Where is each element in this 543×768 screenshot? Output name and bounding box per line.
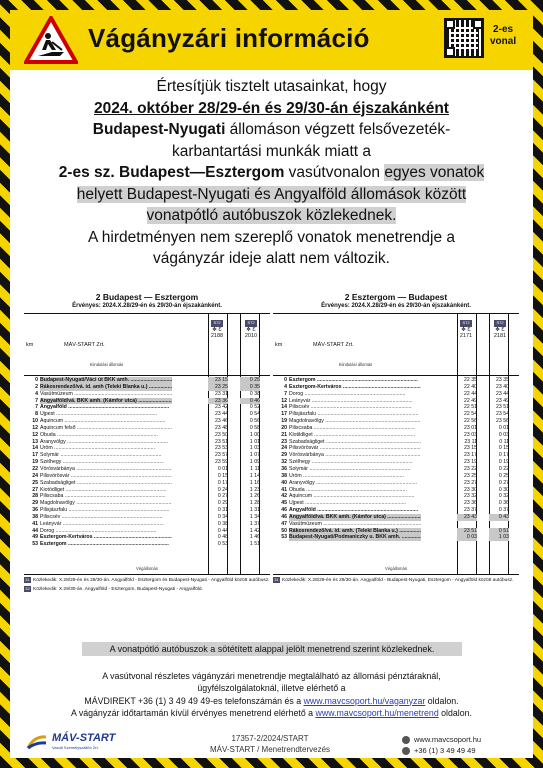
departure-time: 1 14: [249, 472, 260, 479]
departure-time: 0 38: [249, 390, 260, 397]
globe-icon: [402, 736, 410, 744]
timetable-row: [24, 418, 270, 425]
station-name: Esztergom .....: [40, 541, 172, 548]
km-value: 53: [281, 534, 287, 541]
km-value: 46: [281, 513, 287, 520]
departure-time: 22 54: [464, 411, 477, 418]
timetable-row: [24, 404, 270, 411]
departure-time: 23 31: [215, 390, 228, 397]
km-value: 24: [281, 445, 287, 452]
km-value: 38: [281, 472, 287, 479]
departure-time: |: [507, 520, 509, 527]
timetable-row: [24, 466, 270, 473]
departure-time: 1 46: [249, 534, 260, 541]
km-value: 23: [281, 438, 287, 445]
timetable-row: [273, 514, 519, 521]
km-value: 20: [281, 424, 287, 431]
station-name: Esztergom .....: [289, 377, 421, 384]
timetable-row: [24, 391, 270, 398]
km-value: 38: [32, 513, 38, 520]
timetable-row: [24, 480, 270, 487]
km-value: 32: [281, 459, 287, 466]
station-name: Angyalföld .....: [40, 404, 172, 411]
departure-time: 23 40: [496, 383, 509, 390]
departure-time: 0 30: [498, 486, 509, 493]
departure-time: 22 35: [464, 377, 477, 383]
station-name: Szélhegy .....: [40, 459, 172, 466]
station-name: Pilisvörösvár .....: [40, 473, 172, 480]
km-value: 17: [281, 411, 287, 418]
km-value: 0: [35, 377, 38, 383]
menetrend-link[interactable]: www.mavcsoport.hu/menetrend: [315, 707, 439, 718]
departure-time: 1 01: [249, 438, 260, 445]
timetable-row: [273, 418, 519, 425]
departure-time: 23 43: [457, 514, 477, 521]
departure-time: 0 29: [217, 500, 228, 507]
timetable-row: [273, 487, 519, 494]
station-name: Angyalföld/vá. BKK amh. (Kámfor utca) .....: [40, 398, 172, 405]
station-name: Klotildliget .....: [289, 432, 421, 439]
departure-time: 23 37: [464, 507, 477, 514]
departure-time: 23 30: [464, 486, 477, 493]
timetable-esztergom-budapest: 2 Esztergom — Budapest Érvényes: 2024.X.28/29-én és 29/30-án éjszakánként. km MÁV-START Zrt. Kiindulási állomás S72 ✻ Ɛ 2171 S72 ✻ Ɛ 2181 0 Esztergom ..... 22 35 23 35 4 Esztergom-Kertváros ..... 22 40 23 40 7 Dorog ..... 22 44 23 44 12 Leányvár ..... 22 49 23 49 14 Piliscsév ..... 22 51 23 51 17 Pilisjászfalu ..... 22 54 23 54 19 Magdolnavölgy ..... 22 56 23 56 20 Piliscsaba ..... 23 01 0 01 21 Klotildliget ..... 23 03 0 03 23 Szabadságliget ..... 23 11 0 11 24 Pilisvörösvár ..... 23 15 0 15 29 Vörösvárbánya ..... 23 17 0 17 32 Szélhegy ..... 23 19 0 19 36 Solymár ..... 23 22 0 22 38 Üröm ..... 23 25 0 25 40 Aranyvölgy ..... 23 27 0 27 41 Óbuda ..... 23 30 0 30 42 Aquincum ..... 23 32 0 32 45 Újpest ..... 23 36 0 36 46 Angyalföld ..... 23 37 0 37 46 Angyalföld/vá. BKK amh. (Kámfor utca) ..... 23 43 0 43 47 Vasútmúzeum ..... | | 50 Rákosrendező/vá. id. amh. (Teleki Blanka u.) ..... 23 51 0 51 53 Budapest-Nyugati/Podmaniczky u. BKK amh. ..... 0 03 1 03 Végállomás 31 Közlekedik: X.28/29-én és 29/30-án. Angyalföld - Budapest-Nyugati, Esztergom - Angyalföld között autóbusz.: [273, 292, 519, 584]
departure-time: 0 15: [498, 445, 509, 452]
contact-info: A vasútvonal részletes vágányzári menetrendje megtalálható az állomási pénztáraknál, ügyfélszolgálatoknál, illetve elérhető a MÁVDIREKT +36 (1) 3 49 49 49-es telefonszámán és a www.mavcsoport.hu/vaganyzar oldalon. A vágányzár időtartamán kívül érvényes menetrend elérhető a www.mavcsoport.hu/menetrend oldalon.: [71, 671, 472, 718]
km-value: 42: [281, 493, 287, 500]
departure-time: 1 31: [249, 507, 260, 514]
km-value: 27: [32, 486, 38, 493]
mav-start-logo: MÁV-START Vasúti Személyszállító Zrt.: [26, 732, 118, 756]
km-value: 25: [32, 479, 38, 486]
station-name: Szabadságliget .....: [289, 439, 421, 446]
departure-time: 22 44: [464, 390, 477, 397]
timetable-row: [273, 459, 519, 466]
timetable-row: [24, 541, 270, 548]
departure-time: 1 09: [249, 459, 260, 466]
departure-time: 23 46: [215, 418, 228, 425]
departure-time: 0 36: [498, 500, 509, 507]
departure-time: 23 42: [215, 404, 228, 411]
timetable-row: [24, 493, 270, 500]
departure-time: 23 35: [496, 377, 509, 383]
station-name: Szabadságliget .....: [40, 480, 172, 487]
station-name: Angyalföld .....: [289, 507, 421, 514]
departure-time: 0 01: [217, 465, 228, 472]
timetable-row: [273, 500, 519, 507]
timetable-row: [273, 404, 519, 411]
departure-time: 23 36: [464, 500, 477, 507]
km-value: 36: [281, 465, 287, 472]
timetable-row: [24, 411, 270, 418]
timetable-row: [273, 452, 519, 459]
departure-time: 23 53: [215, 445, 228, 452]
station-name: Budapest-Nyugati/Podmaniczky u. BKK amh. .....: [289, 534, 421, 541]
station-name: Dorog .....: [40, 528, 172, 535]
departure-time: 1 11: [250, 465, 260, 472]
station-name: Üröm .....: [289, 473, 421, 480]
km-value: 7: [35, 397, 38, 404]
timetable-row: [273, 528, 519, 535]
departure-time: 23 25: [464, 472, 477, 479]
km-value: 49: [32, 534, 38, 541]
departure-time: 23 57: [215, 452, 228, 459]
station-name: Óbuda .....: [289, 487, 421, 494]
departure-time: 23 56: [496, 418, 509, 425]
mav-logo-icon: [26, 734, 48, 750]
km-value: 12: [32, 424, 38, 431]
departure-time: 0 19: [498, 459, 509, 466]
departure-time: 23 54: [496, 411, 509, 418]
timetable-row: [24, 452, 270, 459]
km-value: 41: [281, 486, 287, 493]
km-value: 0: [284, 377, 287, 383]
departure-time: 23 15: [464, 445, 477, 452]
departure-time: 0 17: [498, 452, 509, 459]
timetable-row: [273, 507, 519, 514]
station-name: Aranyvölgy .....: [289, 480, 421, 487]
station-name: Pilisvörösvár .....: [289, 445, 421, 452]
km-value: 4: [35, 390, 38, 397]
departure-time: 0 22: [498, 465, 509, 472]
departure-time: 0 54: [249, 411, 260, 418]
departure-time: 23 27: [464, 479, 477, 486]
timetable-row: [24, 384, 270, 391]
departure-time: 0 25: [498, 472, 509, 479]
departure-time: 0 38: [217, 520, 228, 527]
timetable-row: [24, 432, 270, 439]
departure-time: 1 42: [249, 527, 260, 534]
timetable-row: [24, 377, 270, 384]
departure-time: 23 50: [215, 431, 228, 438]
departure-time: 0 43: [489, 514, 509, 521]
phone-icon: [402, 747, 410, 755]
departure-time: 22 51: [464, 404, 477, 411]
station-name: Üröm .....: [40, 445, 172, 452]
departure-time: 1 37: [249, 520, 260, 527]
km-value: 12: [281, 397, 287, 404]
km-value: 45: [281, 500, 287, 507]
station-name: Magdolnavölgy .....: [40, 500, 172, 507]
station-name: Aquincum .....: [289, 493, 421, 500]
timetable-row: [273, 534, 519, 541]
timetable-row: [24, 473, 270, 480]
station-name: Rákosrendező/vá. id. amh. (Teleki Blanka u.) .....: [289, 528, 421, 535]
station-name: Budapest-Nyugati/Váci út BKK amh. .....: [40, 377, 172, 384]
km-value: 14: [32, 445, 38, 452]
km-value: 46: [281, 507, 287, 514]
departure-time: 0 51: [489, 528, 509, 535]
departure-time: 0 35: [240, 384, 260, 391]
departure-time: 23 49: [496, 397, 509, 404]
station-name: Pilisjászfalu .....: [289, 411, 421, 418]
announcement-text: Értesítjük tisztelt utasainkat, hogy 2024. október 28/29-én és 29/30-án éjszakánként Budapest-Nyugati állomáson végzett felsővezeték- karbantartási munkák miatt a 2-es sz. Budapest—Esztergom vasútvonalon egyes vonatok helyett Budapest-Nyugati és Angyalföld állomások között vonatpótló autóbuszok közlekednek. A hirdetményen nem szereplő vonatok menetrendje a vágányzár ideje alatt nem változik.: [10, 76, 533, 270]
footer: [10, 728, 533, 758]
line-number-tag: 2-es vonal: [490, 24, 517, 47]
timetable-row: [273, 377, 519, 384]
document-reference: 17357-2/2024/START MÁV-START / Menetrendtervezés: [209, 734, 331, 754]
departure-time: 23 17: [464, 452, 477, 459]
departure-time: 0 15: [217, 472, 228, 479]
km-value: 4: [284, 383, 287, 390]
notice-header: [10, 10, 533, 70]
departure-time: 0 17: [217, 479, 228, 486]
departure-time: 23 51: [215, 438, 228, 445]
km-value: 19: [32, 459, 38, 466]
station-name: Piliscsév .....: [289, 404, 421, 411]
departure-time: 0 27: [498, 479, 509, 486]
km-value: 10: [32, 418, 38, 425]
departure-time: 0 27: [217, 493, 228, 500]
departure-time: 23 19: [464, 459, 477, 466]
departure-time: 1 26: [249, 493, 260, 500]
km-value: 28: [32, 493, 38, 500]
station-name: Aranyvölgy .....: [40, 439, 172, 446]
timetable-row: [273, 432, 519, 439]
timetable-row: [24, 507, 270, 514]
page-title: Vágányzári információ: [88, 23, 370, 53]
departure-time: 0 44: [217, 527, 228, 534]
km-value: 13: [32, 438, 38, 445]
departure-time: 23 51: [496, 404, 509, 411]
station-name: Szélhegy .....: [289, 459, 421, 466]
departure-time: 1 28: [249, 500, 260, 507]
train-number: 2188: [210, 333, 224, 339]
departure-time: 0 58: [249, 424, 260, 431]
station-name: Piliscsév .....: [40, 514, 172, 521]
timetable-row: [273, 466, 519, 473]
timetable-row: [24, 528, 270, 535]
timetable-row: [273, 473, 519, 480]
departure-time: 0 53: [217, 541, 228, 548]
station-name: Vasútmúzeum .....: [40, 391, 172, 398]
station-name: Aquincum .....: [40, 418, 172, 425]
timetable-row: [24, 487, 270, 494]
km-value: 40: [281, 479, 287, 486]
timetable-row: [24, 521, 270, 528]
station-name: Magdolnavölgy .....: [289, 418, 421, 425]
departure-time: 0 03: [457, 534, 477, 541]
station-name: Leányvár .....: [289, 398, 421, 405]
station-name: Vörösvárbánya .....: [289, 452, 421, 459]
timetable-row: [273, 391, 519, 398]
timetable-row: [24, 398, 270, 405]
km-value: 41: [32, 520, 38, 527]
timetable-row: [273, 425, 519, 432]
km-value: 17: [32, 452, 38, 459]
departure-time: 1 03: [489, 534, 509, 541]
notice-sheet: [10, 10, 533, 758]
dates-line: 2024. október 28/29-én és 29/30-án éjszakánként: [94, 99, 449, 117]
km-value: 14: [281, 404, 287, 411]
departure-time: 0 32: [498, 493, 509, 500]
departure-time: 0 25: [240, 377, 260, 384]
station-name: Kiotódliget .....: [40, 487, 172, 494]
departure-time: 23 25: [208, 384, 228, 391]
km-value: 7: [284, 390, 287, 397]
km-value: 50: [281, 527, 287, 534]
departure-time: 1 16: [249, 479, 260, 486]
timetable-row: [273, 521, 519, 528]
km-value: 12: [32, 431, 38, 438]
km-value: 36: [32, 507, 38, 514]
departure-time: 0 46: [240, 398, 260, 405]
station-name: Leányvár .....: [40, 521, 172, 528]
station-name: Solymár .....: [40, 452, 172, 459]
station-name: Esztergom-Kertváros .....: [289, 384, 421, 391]
departure-time: 23 11: [464, 438, 477, 445]
departure-time: 1 03: [249, 445, 260, 452]
departure-time: 0 01: [498, 424, 509, 431]
departure-time: 0 52: [249, 404, 260, 411]
departure-time: 23 03: [464, 431, 477, 438]
departure-time: 23 22: [464, 465, 477, 472]
train-number: 2171: [459, 333, 473, 339]
km-value: 22: [32, 465, 38, 472]
departure-time: |: [475, 520, 477, 527]
departure-time: 1 00: [249, 431, 260, 438]
departure-time: 0 37: [498, 507, 509, 514]
station-name: Solymár .....: [289, 466, 421, 473]
departure-time: 23 44: [496, 390, 509, 397]
departure-time: 22 49: [464, 397, 477, 404]
station-name: Piliscsaba .....: [289, 425, 421, 432]
departure-time: 0 48: [217, 534, 228, 541]
station-name: Óbuda .....: [40, 432, 172, 439]
roadwork-warning-icon: [24, 16, 78, 64]
timetable-row: [273, 439, 519, 446]
timetable-row: [24, 534, 270, 541]
departure-time: 0 11: [499, 438, 509, 445]
km-value: 2: [35, 383, 38, 390]
station-name: Aquincum felső .....: [40, 425, 172, 432]
km-value: 7: [35, 404, 38, 411]
timetable-row: [24, 439, 270, 446]
km-value: 29: [281, 452, 287, 459]
timetable-row: [273, 480, 519, 487]
timetable-row: [273, 411, 519, 418]
timetable-row: [273, 384, 519, 391]
departure-time: 1 23: [249, 486, 260, 493]
departure-time: 23 44: [215, 411, 228, 418]
departure-time: 23 15: [208, 377, 228, 384]
timetable-row: [273, 445, 519, 452]
station-name: Vörösvárbánya .....: [40, 466, 172, 473]
timetable-row: [24, 445, 270, 452]
timetable-budapest-esztergom: 2 Budapest — Esztergom Érvényes: 2024.X.28/29-én és 29/30-án éjszakánként. km MÁV-START Zrt. Kiindulási állomás S72 ✻ Ɛ 2188 S72 ✻ Ɛ 2010 0 Budapest-Nyugati/Váci út BKK amh. ..... 23 15 0 25 2 Rákosrendező/vá. id. amh (Teleki Blanka u.) ..... 23 25 0 35 4 Vasútmúzeum ..... 23 31 0 38 7 Angyalföld/vá. BKK amh. (Kámfor utca) ..... 23 36 0 46 7 Angyalföld ..... 23 42 0 52 8 Újpest ..... 23 44 0 54 10 Aquincum ..... 23 46 0 56 12 Aquincum felső ..... 23 48 0 58 12 Óbuda ..... 23 50 1 00 13 Aranyvölgy ..... 23 51 1 01 14 Üröm ..... 23 53 1 03 17 Solymár ..... 23 57 1 07 19 Szélhegy ..... 23 59 1 09 22 Vörösvárbánya ..... 0 01 1 11 24 Pilisvörösvár ..... 0 15 1 14 25 Szabadságliget ..... 0 17 1 16 27 Kiotódliget ..... 0 24 1 23 28 Piliscsaba ..... 0 27 1 26 29 Magdolnavölgy ..... 0 29 1 28 36 Pilisjászfalu ..... 0 31 1 31 38 Piliscsév ..... 0 34 1 34 41 Leányvár ..... 0 38 1 37 44 Dorog ..... 0 44 1 42 49 Esztergom-Kertváros ..... 0 48 1 46 53 Esztergom ..... 0 53 1 51 Végállomás 31 Közlekedik: X.28/29-én és 29/30-án. Angyalföld - Esztergom és Budapest-Nyugati - Angyalföld között autóbusz. 32 Közlekedik: X.29/30-án. Angyalföld - Esztergom, Budapest-Nyugati - Angyalföld.: [24, 292, 270, 593]
train-number: 2010: [244, 333, 258, 339]
departure-time: 1 34: [249, 513, 260, 520]
departure-time: 23 36: [208, 398, 228, 405]
departure-time: 0 31: [217, 507, 228, 514]
departure-time: 23 59: [215, 459, 228, 466]
station-name: Újpest .....: [40, 411, 172, 418]
station-name: Pilisjászfalu .....: [40, 507, 172, 514]
departure-time: 23 32: [464, 493, 477, 500]
departure-time: 1 51: [249, 541, 260, 548]
station-name: Vasútmúzeum .....: [289, 521, 421, 528]
timetable-row: [24, 514, 270, 521]
departure-time: 0 03: [498, 431, 509, 438]
station-name: Újpest .....: [289, 500, 421, 507]
km-value: 21: [281, 431, 287, 438]
departure-time: 23 51: [457, 528, 477, 535]
vaganyzar-link[interactable]: www.mavcsoport.hu/vaganyzar: [303, 695, 426, 706]
station-name: Dorog .....: [289, 391, 421, 398]
train-number: 2181: [493, 333, 507, 339]
departure-time: 0 56: [249, 418, 260, 425]
station-name: Angyalföld/vá. BKK amh. (Kámfor utca) .....: [289, 514, 421, 521]
km-value: 53: [32, 541, 38, 548]
timetable-row: [24, 425, 270, 432]
timetable-row: [273, 493, 519, 500]
footer-contacts: www.mavcsoport.hu +36 (1) 3 49 49 49: [402, 734, 481, 756]
departure-time: 22 56: [464, 418, 477, 425]
departure-time: 23 48: [215, 424, 228, 431]
departure-time: 0 24: [217, 486, 228, 493]
timetable-row: [24, 500, 270, 507]
timetable-row: [24, 459, 270, 466]
departure-time: 1 07: [249, 452, 260, 459]
km-value: 47: [281, 520, 287, 527]
departure-time: 22 40: [464, 383, 477, 390]
bus-info-bar: A vonatpótló autóbuszok a sötétített alappal jelölt menetrend szerint közlekednek.: [82, 642, 462, 656]
km-value: 8: [35, 411, 38, 418]
departure-time: 23 01: [464, 424, 477, 431]
km-value: 44: [32, 527, 38, 534]
km-value: 29: [32, 500, 38, 507]
station-name: Rákosrendező/vá. id. amh (Teleki Blanka u.) .....: [40, 384, 172, 391]
departure-time: 0 34: [217, 513, 228, 520]
station-name: Esztergom-Kertváros .....: [40, 534, 172, 541]
qr-code-icon[interactable]: [444, 18, 484, 58]
km-value: 24: [32, 472, 38, 479]
website-link[interactable]: www.mavcsoport.hu: [414, 735, 482, 744]
km-value: 19: [281, 418, 287, 425]
timetable-row: [273, 398, 519, 405]
station-name: Piliscsaba .....: [40, 493, 172, 500]
